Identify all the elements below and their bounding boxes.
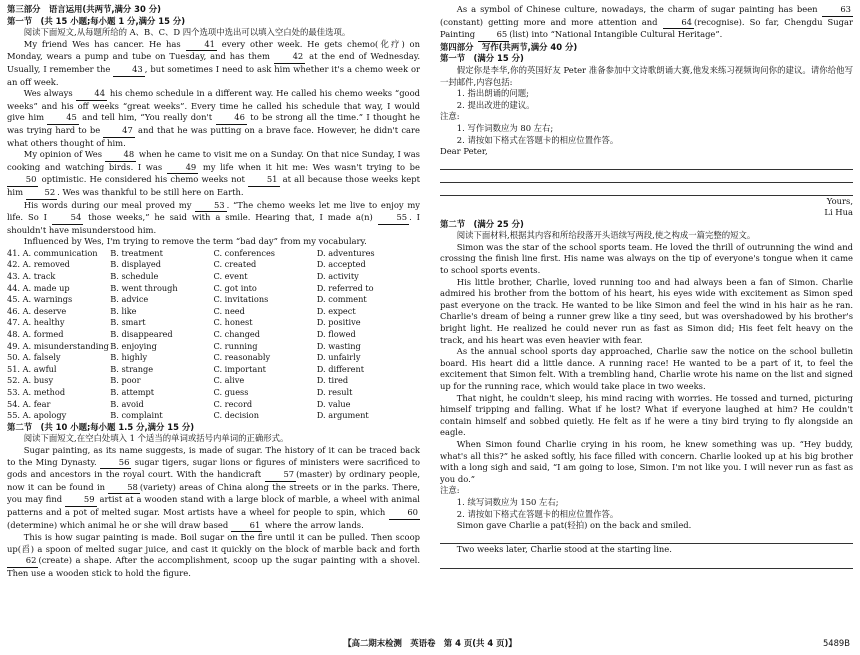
writing1-note: 1. 写作词数应为 80 左右; (456, 122, 554, 133)
blank-48: 48 (105, 149, 136, 162)
passage-paragraph: Wes always 44 his chemo schedule in a different way. He called his chemo weeks “good weeks” and his off weeks “great weeks”. Every time he called his schedule that way, I would give him 45 and tell him, “You really don't 46 to be strong all the time.” I thought he was trying hard to be 47 and that he was putting on a brave face. However, he didn't care what others thought of him. (7, 88, 420, 148)
option-cell: C. event (213, 271, 248, 282)
blank-64: 64 (663, 17, 694, 30)
options-table (7, 248, 420, 422)
writing1-title: 第一节 (满分 15 分) (440, 53, 524, 64)
passage-paragraph: His words during our meal proved my 53 . “The chemo weeks let me live to enjoy my life. So I 54 those weeks,” he said with a smile. Hearing that, I made a(n) 55 . I shouldn't have misunderstood him. (7, 199, 420, 235)
option-cell: 47. A. healthy (7, 317, 65, 328)
option-cell: C. important (213, 363, 266, 374)
option-cell: B. smart (110, 317, 146, 328)
option-row (7, 399, 420, 411)
option-cell: B. avoid (110, 398, 144, 409)
option-cell: B. attempt (110, 387, 155, 397)
option-row (7, 352, 420, 364)
option-row (7, 271, 420, 283)
blank-63: 63 (822, 4, 853, 17)
blank-57: 57 (265, 469, 296, 482)
option-row (7, 259, 420, 271)
option-cell: D. referred to (316, 282, 374, 293)
option-cell: C. need (213, 305, 245, 316)
option-cell: D. different (316, 363, 365, 374)
blank-65: 65 (478, 29, 509, 42)
blank-43: 43 (113, 64, 144, 77)
option-cell: 45. A. warnings (7, 294, 73, 305)
option-cell: D. argument (316, 410, 369, 421)
blank-50: 50 (7, 174, 38, 187)
option-cell: D. adventures (316, 247, 375, 258)
note-label: 注意: (440, 485, 460, 496)
blank-53: 53 (195, 200, 226, 213)
option-cell: C. decision (213, 410, 259, 421)
blank-62: 62 (7, 555, 38, 568)
answer-line (440, 170, 853, 183)
option-cell: 42. A. removed (7, 259, 70, 270)
section2-instruction: 阅读下面短文,在空白处填入 1 个适当的单词或括号内单词的正确形式。 (23, 433, 289, 444)
writing2-instruction: 阅读下面材料,根据其内容和所给段落开头语续写两段,使之构成一篇完整的短文。 (456, 230, 756, 241)
option-cell: C. guess (213, 387, 249, 397)
option-row (7, 306, 420, 318)
option-cell: C. reasonably (213, 352, 271, 363)
signature-name: Li Hua (824, 207, 853, 218)
blank-59: 59 (65, 494, 96, 507)
option-cell: 41. A. communication (7, 247, 98, 258)
option-row (7, 283, 420, 295)
story-paragraph: That night, he couldn't sleep, his mind racing with worries. He tossed and turned, picturing himself tripping and falling. What if he lost? What if everyone laughed at him? He couldn't contain himself and sobbed quietly. He felt as if he were a tiny bird trying to fly alongside an eagle. (440, 392, 853, 438)
option-cell: D. unfairly (316, 352, 361, 363)
option-cell: B. displayed (110, 259, 161, 270)
passage-paragraph: My opinion of Wes 48 when he came to visit me on a Sunday. On that nice Sunday, I was cooking and watching birds. I was 49 my life when it hit me: Wes wasn't trying to be 50 optimistic. He considered his chemo weeks not 51 at all because those weeks kept him 52 . Wes was thankful to be still here on Earth. (7, 149, 420, 199)
story-paragraph: As the annual school sports day approached, Charlie saw the notice on the school bulletin board. His heart did a little dance. A running race! He wanted to be a part of it, to feel the excitement that Simon felt. With a trembling hand, Charlie wrote his name on the list and signed up for the running race, which would take place in two weeks. (440, 346, 854, 391)
blank-61: 61 (231, 520, 262, 533)
left-column (7, 4, 420, 580)
blank-49: 49 (167, 162, 198, 175)
passage-paragraph: Influenced by Wes, I'm trying to remove the term “bad day” from my vocabulary. (23, 236, 367, 247)
writing2-note: 2. 请按如下格式在答题卡的相应位置作答。 (456, 508, 619, 519)
option-cell: 52. A. busy (7, 375, 54, 386)
note-label: 注意: (440, 111, 460, 122)
option-row (7, 341, 420, 353)
option-cell: B. enjoying (110, 340, 157, 351)
greeting: Dear Peter, (440, 146, 488, 157)
option-cell: D. expect (316, 305, 356, 316)
option-cell: B. disappeared (110, 329, 173, 340)
writing1-point: 1. 指出朗诵的问题; (456, 88, 529, 99)
answer-line (440, 158, 853, 171)
option-cell: D. activity (316, 271, 359, 282)
right-column (440, 4, 853, 569)
option-cell: 48. A. formed (7, 329, 64, 340)
writing2-note: 1. 续写词数应为 150 左右; (456, 496, 559, 507)
answer-line (440, 183, 853, 196)
answer-line (440, 532, 853, 545)
page-footer: 【高二期末检测 英语卷 第 4 页(共 4 页)】 (343, 638, 517, 648)
option-row (7, 410, 420, 422)
option-cell: 49. A. misunderstanding (7, 340, 109, 351)
option-cell: D. value (316, 398, 351, 409)
writing1-note: 2. 请按如下格式在答题卡的相应位置作答。 (456, 134, 619, 145)
option-cell: D. wasting (316, 340, 361, 351)
option-cell: 51. A. awful (7, 363, 57, 374)
passage-paragraph: My friend Wes has cancer. He has 41 every other week. He gets chemo(化疗) on Monday, wears a pump and tube on Tuesday, and has them 42 at the end of Wednesday. Usually, I remember the 43 , but sometimes I need to ask him whether it's a chemo week or an off week. (7, 38, 420, 87)
option-cell: B. strange (110, 363, 154, 374)
blank-55: 55 (378, 212, 409, 225)
option-cell: C. conferences (213, 247, 276, 258)
grammar-passage-continued (440, 4, 853, 42)
writing1-point: 2. 提出改进的建议。 (456, 99, 535, 110)
option-cell: C. invitations (213, 294, 269, 305)
option-cell: D. flowed (316, 329, 356, 340)
part4-title: 第四部分 写作(共两节,满分 40 分) (440, 41, 578, 52)
option-cell: B. advice (110, 294, 149, 305)
option-cell: 43. A. track (7, 271, 56, 282)
option-cell: 53. A. method (7, 387, 66, 397)
grammar-passage (7, 445, 420, 580)
option-cell: B. went through (110, 282, 178, 293)
blank-56: 56 (100, 457, 131, 470)
blank-44: 44 (76, 88, 107, 101)
section2-title: 第二节 (共 10 小题;每小题 1.5 分,满分 15 分) (7, 421, 195, 432)
option-cell: 55. A. apology (7, 410, 67, 421)
blank-51: 51 (248, 174, 279, 187)
blank-42: 42 (274, 51, 305, 64)
option-cell: C. alive (213, 375, 245, 386)
option-row (7, 387, 420, 399)
option-row (7, 294, 420, 306)
blank-54: 54 (52, 212, 83, 225)
blank-45: 45 (47, 112, 78, 125)
option-cell: 46. A. deserve (7, 305, 67, 316)
option-cell: D. comment (316, 294, 367, 305)
answer-line (440, 556, 853, 569)
story-paragraph: Simon was the star of the school sports team. He loved the thrill of outrunning the wind and crossing the finish line first. His name was always on the tip of everyone's tongue when it came to school sports events. (440, 241, 853, 276)
story-paragraph: When Simon found Charlie crying in his room, he knew something was up. “Hey buddy, what's all this?” he asked softly, his face filled with concern. Charlie looked up at his big brother with a long sigh and said, “I am going to lose, Simon. I'm not like you. I will never run as fast as you do.” (440, 438, 853, 484)
continuation-start-1: Simon gave Charlie a pat(轻拍) on the back and smiled. (456, 520, 692, 531)
option-cell: B. like (110, 305, 137, 316)
option-cell: D. result (316, 387, 353, 397)
option-row (7, 329, 420, 341)
option-row (7, 317, 420, 329)
blank-60: 60 (389, 507, 420, 520)
closing: Yours, (826, 195, 853, 206)
option-cell: C. honest (213, 317, 253, 328)
story-paragraph: His little brother, Charlie, loved running too and had always been a fan of Simon. Charlie admired his brother from the bottom of his heart, his eyes wide with excitement as Simon sped past everyone on the track. He wanted to be like Simon and feel the wind in his hair as he ran. Charlie's dream of being a runner grew like a tiny seed, but was overshadowed by his brother's bright light. He realized he could never run as fast as Simon did; His feet felt heavy on the track, and his heart was even heavier with fear. (440, 276, 853, 345)
continuation-start-2: Two weeks later, Charlie stood at the starting line. (456, 544, 672, 555)
option-row (7, 248, 420, 260)
option-cell: B. poor (110, 375, 141, 386)
option-cell: 50. A. falsely (7, 352, 61, 363)
option-cell: C. got into (213, 282, 257, 293)
option-cell: D. tired (316, 375, 349, 386)
option-cell: C. changed (213, 329, 261, 340)
option-cell: B. treatment (110, 247, 163, 258)
blank-47: 47 (103, 125, 134, 138)
blank-58: 58 (108, 482, 139, 495)
option-row (7, 364, 420, 376)
option-cell: B. complaint (110, 410, 163, 421)
option-cell: D. accepted (316, 259, 366, 270)
option-cell: C. running (213, 340, 258, 351)
option-cell: 54. A. fear (7, 398, 51, 409)
blank-52: 52 (26, 187, 57, 200)
passage-paragraph: As a symbol of Chinese culture, nowadays, the charm of sugar painting has been 63(constant) getting more and more attention and 64 (recognise). So far, Chengdu Sugar Painting 65 (list) into “National Intangible Cultural Heritage”. (440, 4, 853, 42)
option-cell: 44. A. made up (7, 282, 70, 293)
option-row (7, 375, 420, 387)
cloze-passage (7, 39, 420, 248)
option-cell: B. schedule (110, 271, 159, 282)
section1-instruction: 阅读下面短文,从每题所给的 A、B、C、D 四个选项中选出可以填入空白处的最佳选项。 (23, 27, 351, 38)
part3-title: 第三部分 语言运用(共两节,满分 30 分) (7, 4, 161, 14)
blank-46: 46 (216, 112, 247, 125)
paper-code: 5489B (822, 638, 850, 648)
option-cell: B. highly (110, 352, 148, 363)
writing2-title: 第二节 (满分 25 分) (440, 218, 524, 229)
passage-paragraph: Sugar painting, as its name suggests, is made of sugar. The history of it can be traced back to the Ming Dynasty. 56 sugar tigers, sugar lions or figures of ministers were sacrificed to gods and ancestors in the royal court. With the handicraft 57 (master) by ordinary people, now it can be found in 58 (variety) areas of China along the streets or in the parks. There, you may find 59 artist at a wooden stand with a large block of marble, a wheel with animal patterns and a pot of melted sugar. Most artists have a wheel for people to spin, which 60(determine) which animal he or she will draw based 61 where the arrow lands. (7, 445, 420, 532)
option-cell: C. record (213, 398, 253, 409)
blank-41: 41 (186, 39, 217, 52)
option-cell: C. created (213, 259, 257, 270)
section1-title: 第一节 (共 15 小题;每小题 1 分,满分 15 分) (7, 15, 186, 26)
writing1-instruction: 假定你是李华,你的英国好友 Peter 准备参加中文诗歌朗诵大赛,他发来练习视频询问你的建议。请你给他写一封邮件,内容包括: (440, 64, 853, 87)
option-cell: D. positive (316, 317, 361, 328)
passage-paragraph: This is how sugar painting is made. Boil sugar on the fire until it can be pulled. Then scoop up(舀) a spoon of melted sugar juice, and cast it quickly on the block of marble back and forth 62 (create) a shape. After the accomplishment, scoop up the sugar painting with a shovel. Then use a wooden stick to hold the figure. (7, 532, 420, 578)
